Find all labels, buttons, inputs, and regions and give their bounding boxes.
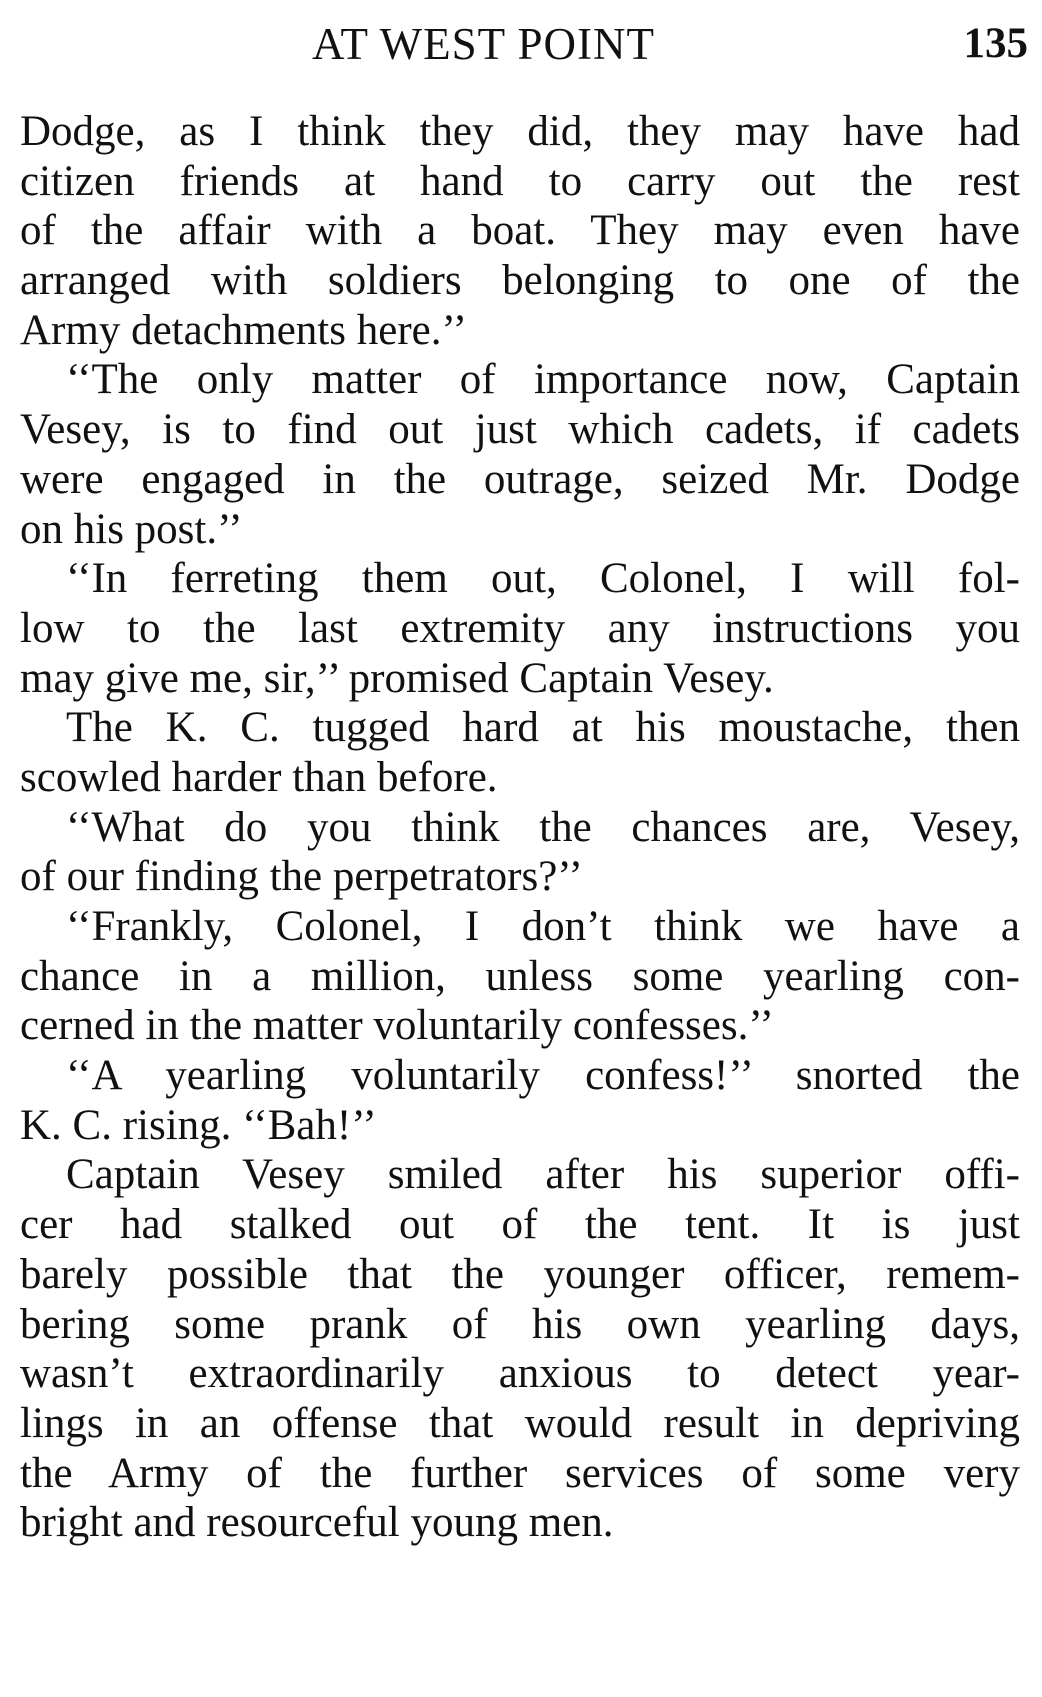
- text-line: bering some prank of his own yearling days,: [20, 1300, 1020, 1348]
- text-line: Dodge, as I think they did, they may have had: [20, 108, 1020, 155]
- text-line: Army detachments here.’’: [20, 306, 467, 354]
- text-line: ‘‘The only matter of importance now, Captain: [66, 356, 1020, 404]
- text-line: of the affair with a boat. They may even have: [20, 207, 1020, 255]
- text-line: cerned in the matter voluntarily confesses.’’: [20, 1002, 774, 1050]
- text-line: scowled harder than before.: [20, 753, 498, 801]
- text-line: lings in an offense that would result in depriving: [20, 1399, 1020, 1447]
- text-line: ‘‘Frankly, Colonel, I don’t think we have a: [66, 903, 1020, 950]
- text-line: ‘‘What do you think the chances are, Vesey,: [66, 803, 1020, 851]
- text-line: may give me, sir,’’ promised Captain Vesey.: [20, 654, 774, 702]
- text-line: chance in a million, unless some yearling con-: [20, 952, 1020, 1000]
- text-line: K. C. rising. ‘‘Bah!’’: [20, 1101, 377, 1149]
- text-line: were engaged in the outrage, seized Mr. Dodge: [20, 455, 1020, 503]
- text-line: cer had stalked out of the tent. It is just: [20, 1201, 1020, 1249]
- page-number: 135: [963, 20, 1028, 67]
- text-line: on his post.’’: [20, 505, 243, 553]
- running-head-title: AT WEST POINT: [312, 19, 656, 69]
- text-line: ‘‘A yearling voluntarily confess!’’ snorted the: [66, 1052, 1020, 1100]
- text-line: The K. C. tugged hard at his moustache, then: [66, 704, 1020, 752]
- text-line: Vesey, is to find out just which cadets, if cadets: [20, 406, 1020, 454]
- text-line: ‘‘In ferreting them out, Colonel, I will fol-: [66, 555, 1020, 603]
- text-line: arranged with soldiers belonging to one of the: [20, 257, 1020, 305]
- text-line: bright and resourceful young men.: [20, 1499, 614, 1547]
- text-line: barely possible that the younger officer, remem-: [20, 1250, 1020, 1298]
- text-line: wasn’t extraordinarily anxious to detect year-: [20, 1350, 1020, 1398]
- text-line: the Army of the further services of some very: [20, 1449, 1020, 1497]
- text-line: citizen friends at hand to carry out the rest: [20, 157, 1020, 205]
- text-line: Captain Vesey smiled after his superior offi-: [66, 1151, 1020, 1199]
- text-line: of our finding the perpetrators?’’: [20, 853, 583, 901]
- text-line: low to the last extremity any instructions you: [20, 604, 1020, 652]
- running-head: [22, 14, 1028, 74]
- body-text: [20, 107, 1020, 1548]
